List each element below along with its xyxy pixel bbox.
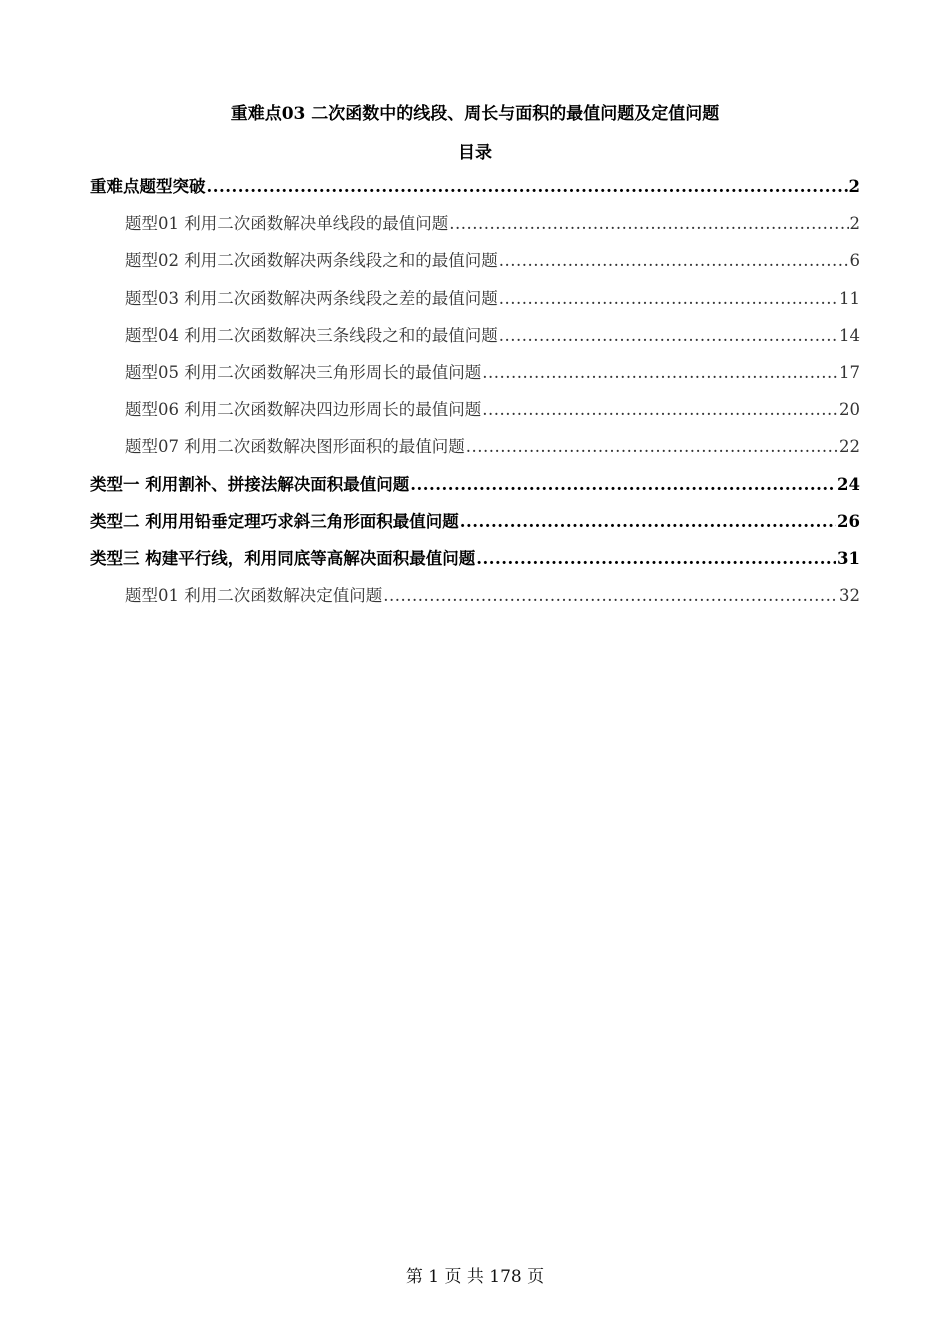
toc-entry-page: 22 [839, 437, 860, 457]
toc-leader-dots [482, 359, 838, 387]
toc-entry-label: 重难点题型突破 [90, 177, 206, 196]
toc-entry-page: 6 [849, 251, 860, 271]
toc-entry-label: 题型01 利用二次函数解决单线段的最值问题 [125, 214, 449, 234]
toc-entry-label: 题型07 利用二次函数解决图形面积的最值问题 [125, 437, 465, 457]
toc-entry-page: 20 [839, 400, 860, 420]
toc-entry-page: 17 [839, 362, 860, 382]
document-title: 重难点03 二次函数中的线段、周长与面积的最值问题及定值问题 [230, 104, 720, 124]
toc-entry[interactable] [90, 247, 860, 284]
toc-entry[interactable] [90, 433, 860, 470]
toc-entry-label: 类型一 利用割补、拼接法解决面积最值问题 [90, 474, 410, 494]
toc-entry[interactable] [90, 508, 860, 545]
toc-entry[interactable] [90, 285, 860, 322]
toc-entry[interactable] [90, 210, 860, 247]
toc-entry[interactable] [90, 545, 860, 582]
toc-leader-dots [383, 582, 838, 610]
toc-leader-dots [410, 471, 836, 499]
toc-entry-page: 14 [839, 325, 860, 345]
toc-entry-page: 31 [837, 548, 860, 568]
toc-leader-dots [476, 545, 836, 573]
toc-entry-label: 题型04 利用二次函数解决三条线段之和的最值问题 [125, 325, 498, 345]
toc-leader-dots [499, 247, 849, 275]
toc-entry-page: 11 [839, 288, 860, 308]
toc-leader-dots [207, 173, 848, 201]
table-of-contents [90, 173, 860, 619]
toc-entry-label: 类型二 利用用铅垂定理巧求斜三角形面积最值问题 [90, 511, 459, 531]
toc-entry[interactable] [90, 582, 860, 619]
toc-leader-dots [482, 396, 838, 424]
toc-entry-page: 2 [849, 214, 860, 234]
toc-entry-label: 类型三 构建平行线，利用同底等高解决面积最值问题 [90, 548, 476, 568]
toc-heading: 目录 [458, 143, 492, 163]
toc-entry-label: 题型06 利用二次函数解决四边形周长的最值问题 [125, 400, 482, 420]
toc-entry-page: 26 [837, 511, 860, 531]
toc-entry-label: 题型01 利用二次函数解决定值问题 [125, 586, 383, 606]
toc-entry-label: 题型05 利用二次函数解决三角形周长的最值问题 [125, 362, 482, 382]
toc-leader-dots [499, 322, 838, 350]
toc-entry-page: 2 [848, 177, 860, 196]
toc-entry[interactable] [90, 396, 860, 433]
toc-entry-label: 题型03 利用二次函数解决两条线段之差的最值问题 [125, 288, 498, 308]
toc-leader-dots [499, 285, 838, 313]
toc-entry[interactable] [90, 322, 860, 359]
toc-entry[interactable] [90, 359, 860, 396]
toc-entry-page: 32 [839, 586, 860, 606]
toc-leader-dots [449, 210, 848, 238]
toc-leader-dots [460, 508, 836, 536]
page-footer: 第 1 页 共 178 页 [405, 1267, 545, 1287]
toc-entry[interactable] [90, 173, 860, 210]
toc-entry[interactable] [90, 471, 860, 508]
toc-entry-label: 题型02 利用二次函数解决两条线段之和的最值问题 [125, 251, 498, 271]
toc-leader-dots [466, 433, 838, 461]
toc-entry-page: 24 [837, 474, 860, 494]
